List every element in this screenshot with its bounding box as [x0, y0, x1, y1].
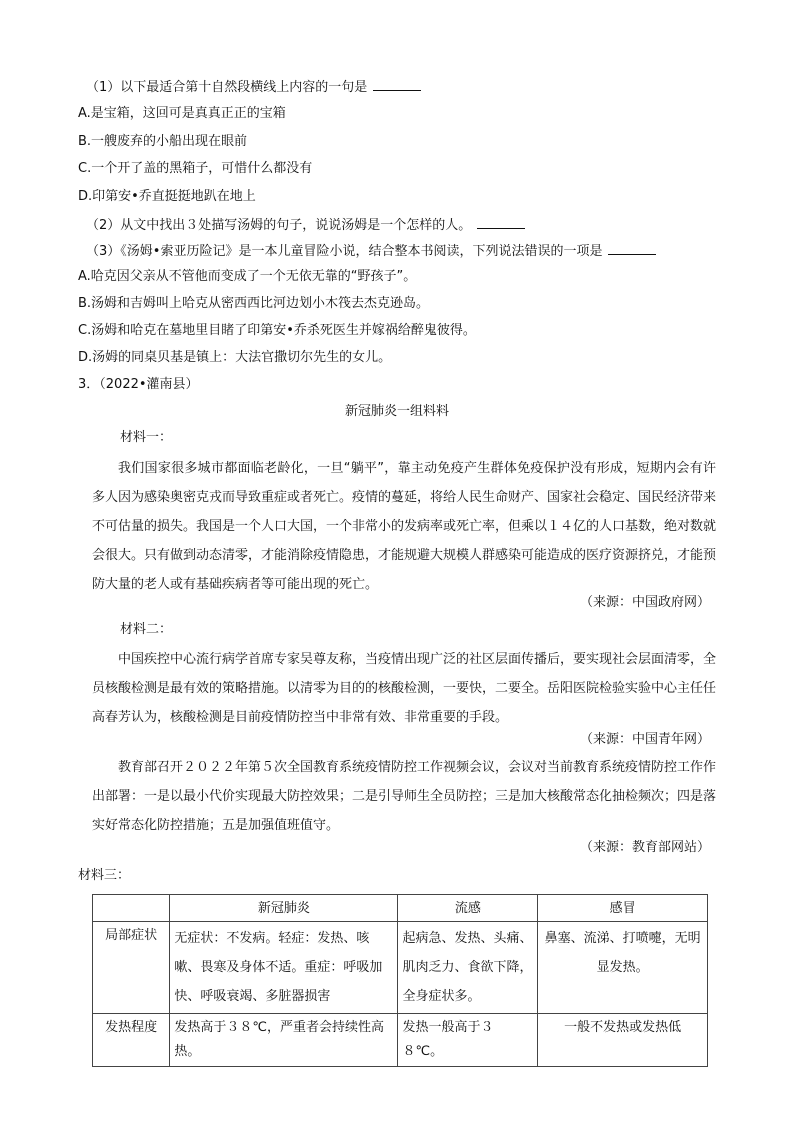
material-3-label: 材料三：	[78, 868, 131, 883]
material-2-text: 中国疾控中心流行病学首席专家吴尊友称，当疫情出现广泛的社区层面传播后，要实现社会层面清零，全员核酸检测是最有效的策略措施。以清零为目的的核酸检测，一要快，二要全。岳阳医院检验实验中心主任任高春芳认为，核酸检测是目前疫情防控当中非常有效、非常重要的手段。	[92, 652, 717, 725]
row-label: 发热程度	[93, 1014, 170, 1067]
question-number: 3．（2022•灌南县）	[78, 377, 199, 392]
q3-option-b: B.汤姆和吉姆叫上哈克从密西西比河边划小木筏去杰克逊岛。	[78, 296, 430, 311]
q3-option-d: D.汤姆的同桌贝基是镇上：大法官撒切尔先生的女儿。	[78, 350, 392, 365]
q1-option-a: A.是宝箱，这回可是真真正正的宝箱	[78, 106, 286, 121]
table-header-cell: 流感	[398, 895, 538, 922]
symptom-comparison-table	[92, 894, 708, 1067]
table-cell-cold: 一般不发热或发热低	[538, 1014, 708, 1067]
table-header-cell: 感冒	[538, 895, 708, 922]
q3-stem-line	[86, 240, 656, 262]
table-cell-covid: 无症状：不发病。轻症：发热、咳嗽、畏寒及身体不适。重症：呼吸加快、呼吸衰竭、多脏器损害	[170, 922, 398, 1014]
q1-option-b: B.一艘废弃的小船出现在眼前	[78, 134, 248, 149]
q3-option-c: C.汤姆和哈克在墓地里目睹了印第安•乔杀死医生并嫁祸给醉鬼彼得。	[78, 323, 476, 338]
table-row	[93, 922, 708, 1014]
material-2-source: （来源：中国青年网）	[579, 732, 710, 747]
q2-stem-line	[86, 214, 525, 236]
table-row	[93, 1014, 708, 1067]
material-1-label: 材料一：	[120, 430, 173, 445]
material-1-text: 我们国家很多城市都面临老龄化，一旦“躺平”，靠主动免疫产生群体免疫保护没有形成，短期内会有许多人因为感染奥密克戎而导致重症或者死亡。疫情的蔓延，将给人民生命财产、国家社会稳定、国民经济带来不可估量的损失。我国是一个人口大国，一个非常小的发病率或死亡率，但乘以１４亿的人口基数，绝对数就会很大。只有做到动态清零，才能消除疫情隐患，才能规避大规模人群感染可能造成的医疗资源挤兑，才能预防大量的老人或有基础疾病者等可能出现的死亡。	[92, 461, 717, 592]
passage-title: 新冠肺炎一组料料	[344, 404, 449, 419]
row-label: 局部症状	[93, 922, 170, 1014]
q1-option-d: D.印第安•乔直挺挺地趴在地上	[78, 189, 256, 204]
material-2b-text: 教育部召开２０２２年第５次全国教育系统疫情防控工作视频会议，会议对当前教育系统疫情防控工作作出部署：一是以最小代价实现最大防控效果；二是引导师生全员防控；三是加大核酸常态化抽检频次；四是落实好常态化防控措施；五是加强值班值守。	[92, 760, 717, 833]
q1-stem: （1）以下最适合第十自然段横线上内容的一句是	[86, 80, 368, 95]
q1-answer-blank[interactable]	[373, 76, 421, 91]
q1-stem-line	[86, 76, 421, 98]
material-1-source: （来源：中国政府网）	[579, 595, 710, 610]
q3-stem: （3）《汤姆•索亚历险记》是一本儿童冒险小说，结合整本书阅读，下列说法错误的一项是	[86, 244, 603, 259]
table-header-row	[93, 895, 708, 922]
material-2-label: 材料二：	[120, 622, 173, 637]
q2-stem: （2）从文中找出３处描写汤姆的句子，说说汤姆是一个怎样的人。	[86, 218, 472, 233]
material-2b-source: （来源：教育部网站）	[579, 840, 710, 855]
q1-option-c: C.一个开了盖的黑箱子，可惜什么都没有	[78, 161, 313, 176]
q3-option-a: A.哈克因父亲从不管他而变成了一个无依无靠的“野孩子”。	[78, 269, 417, 284]
table-cell-flu: 起病急、发热、头痛、肌肉乏力、食欲下降，全身症状多。	[398, 922, 538, 1014]
table-cell-covid: 发热高于３８℃，严重者会持续性高热。	[170, 1014, 398, 1067]
table-cell-cold: 鼻塞、流涕、打喷嚏，无明显发热。	[538, 922, 708, 1014]
table-header-cell	[93, 895, 170, 922]
table-header-cell: 新冠肺炎	[170, 895, 398, 922]
table-cell-flu: 发热一般高于３８℃。	[398, 1014, 538, 1067]
q2-answer-blank[interactable]	[477, 214, 525, 229]
q3-answer-blank[interactable]	[608, 240, 656, 255]
